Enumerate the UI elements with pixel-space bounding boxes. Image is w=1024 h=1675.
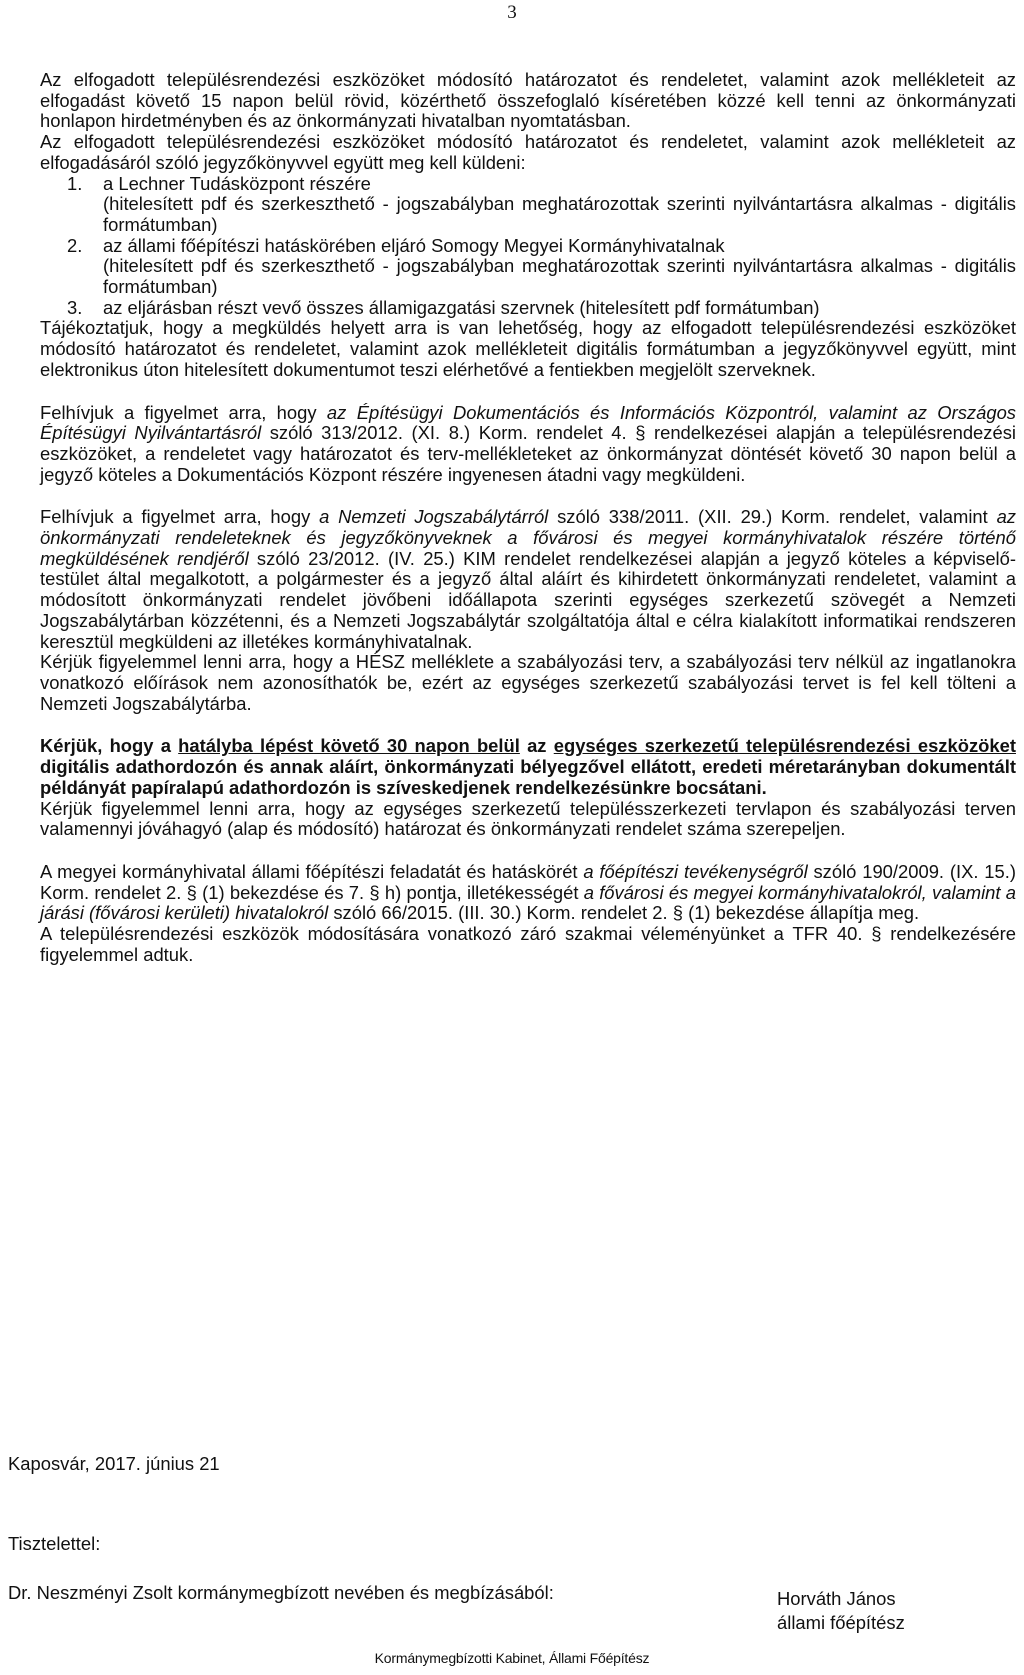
paragraph-digital-option: Tájékoztatjuk, hogy a megküldés helyett arra is van lehetőség, hogy az elfogadott településrendezési eszközöket módosító határozatot és rendeletet, valamint azok mellékleteit digitális formátumban a jegyzőkönyvvel együtt, mint elektronikus úton hitelesített dokumentumot teszi elérhetővé a fentiekben megjelölt szerveknek. — [40, 317, 1016, 380]
text-run: Felhívjuk a figyelmet arra, hogy — [40, 506, 320, 528]
law-title: az önkormányzati rendeleteknek és jegyzőkönyveknek a fővárosi és megyei kormányhivatalok részére történő megküldésének rendjéről — [40, 506, 1016, 569]
text-run: Felhívjuk a figyelmet arra, hogy — [40, 401, 327, 423]
list-title: a Lechner Tudásközpont részére — [103, 172, 371, 194]
law-title: a fővárosi és megyei kormányhivatalokról, valamint a járási (fővárosi kerületi) hivatalokról — [40, 881, 1016, 924]
list-item — [40, 298, 1016, 319]
place-date: Kaposvár, 2017. június 21 — [8, 1453, 220, 1474]
paragraph-send-intro: Az elfogadott településrendezési eszközöket módosító határozatot és rendeletet, valamint azok mellékleteit az elfogadásáról szóló jegyzőkönyvvel együtt meg kell küldeni: — [40, 131, 1016, 173]
paragraph-final-opinion: A településrendezési eszközök módosítására vonatkozó záró szakmai véleményünket a TFR 40. § rendelkezésére figyelemmel adtuk. — [40, 923, 1016, 965]
list-title: az eljárásban részt vevő összes államigazgatási szervnek (hitelesített pdf formátumban) — [103, 296, 820, 318]
list-note: (hitelesített pdf és szerkeszthető - jogszabályban meghatározottak szerinti nyilvántartásra alkalmas - digitális formátumban) — [103, 193, 1016, 235]
paragraph-plan-sheets: Kérjük figyelemmel lenni arra, hogy az egységes szerkezetű településszerkezeti tervlapon és szabályozási terven valamennyi jóváhagyó (alap és módosító) határozat és önkormányzati rendelet száma szerepeljen. — [40, 797, 1016, 840]
text-run: szóló 190/2009. (IX. 15.) Korm. rendelet 2. § (1) bekezdése és 7. § h) pontja, illetékességét — [40, 860, 1016, 903]
footer: Kormánymegbízotti Kabinet, Állami Főépítész — [374, 1650, 650, 1666]
text-run: Kérjük, hogy a — [40, 735, 179, 757]
paragraph-hesz-annex: Kérjük figyelemmel lenni arra, hogy a HÉSZ melléklete a szabályozási terv, a szabályozási terv nélkül az ingatlanokra vonatkozó előírások nem azonosíthatók be, ezért az egységes szerkezetű szabályozási tervet is fel kell tölteni a Nemzeti Jogszabálytárba. — [40, 651, 1016, 714]
list-number: 3. — [67, 296, 83, 318]
text-run: szóló 23/2012. (IV. 25.) KIM rendelet rendelkezései alapján a jegyző köteles a képviselő-testület által megalkotott, a polgármester és a jegyző által aláírt és kihirdetett önkormányzati rendeletet, valamint a módosított önkormányzati rendelet jövőbeni időállapota szerinti egységes szerkezetű szövegét a Nemzeti Jogszabálytárban közzétenni, és a Nemzeti Jogszabálytár szolgáltatója által e célra kialakított informatikai rendszeren keresztül megküldeni az illetékes kormányhivatalnak. — [40, 547, 1016, 652]
letter-body — [40, 70, 1016, 965]
page-number: 3 — [507, 2, 517, 23]
underlined-deadline: hatályba lépést követő 30 napon belül — [178, 735, 520, 757]
text-run: szóló 66/2015. (III. 30.) Korm. rendelet 2. § (1) bekezdése állapítja meg. — [328, 902, 920, 924]
law-title: a Nemzeti Jogszabálytárról — [319, 506, 549, 528]
text-run: szóló 338/2011. (XII. 29.) Korm. rendelet, valamint — [548, 506, 997, 528]
paragraph-legal-repository — [40, 507, 1016, 652]
text-run: A megyei kormányhivatal állami főépítészi feladatát és hatáskörét — [40, 860, 584, 882]
law-title: az Építésügyi Dokumentációs és Információs Központról, valamint az Országos Építésügyi Nyilvántartásról — [40, 401, 1016, 444]
paragraph-request — [40, 736, 1016, 798]
paragraph-publication: Az elfogadott településrendezési eszközöket módosító határozatot és rendeletet, valamint azok mellékleteit az elfogadást követő 15 napon belül rövid, közérthető összefoglaló kíséretében közzé kell tenni az önkormányzati honlapon hirdetményben és az önkormányzati hivatalban nyomtatásban. — [40, 69, 1016, 132]
signer-title: állami főépítész — [777, 1612, 905, 1633]
list-number: 1. — [67, 172, 83, 194]
text-run: szóló 313/2012. (XI. 8.) Korm. rendelet 4. § rendelkezései alapján a településrendezési eszközöket, a rendeletet vagy határozatot és terv-mellékleteket az önkormányzat döntését követő 30 napon belül a jegyző köteles a Dokumentációs Központ részére ingyenesen átadni vagy megküldeni. — [40, 422, 1016, 485]
text-run: digitális adathordozón és annak aláírt, önkormányzati bélyegzővel ellátott, eredeti méretarányban dokumentált példányát papíralapú adathordozón is szíveskedjenek rendelkezésünkre bocsátani. — [40, 756, 1016, 798]
signer-block — [777, 1587, 905, 1635]
underlined-subject: egységes szerkezetű településrendezési eszközöket — [553, 735, 1016, 757]
text-run: az — [519, 735, 554, 757]
greeting: Tisztelettel: — [8, 1533, 101, 1554]
law-title: a főépítészi tevékenységről — [583, 860, 808, 882]
paragraph-competence — [40, 862, 1016, 924]
on-behalf-line: Dr. Neszményi Zsolt kormánymegbízott nevében és megbízásából: — [8, 1582, 554, 1603]
list-title: az állami főépítészi hatáskörében eljáró Somogy Megyei Kormányhivatalnak — [103, 234, 725, 256]
signer-name: Horváth János — [777, 1588, 896, 1609]
list-number: 2. — [67, 234, 83, 256]
list-item — [40, 236, 1016, 298]
list-item — [40, 174, 1016, 236]
paragraph-documentation-center — [40, 403, 1016, 486]
list-note: (hitelesített pdf és szerkeszthető - jogszabályban meghatározottak szerinti nyilvántartásra alkalmas - digitális formátumban) — [103, 255, 1016, 298]
